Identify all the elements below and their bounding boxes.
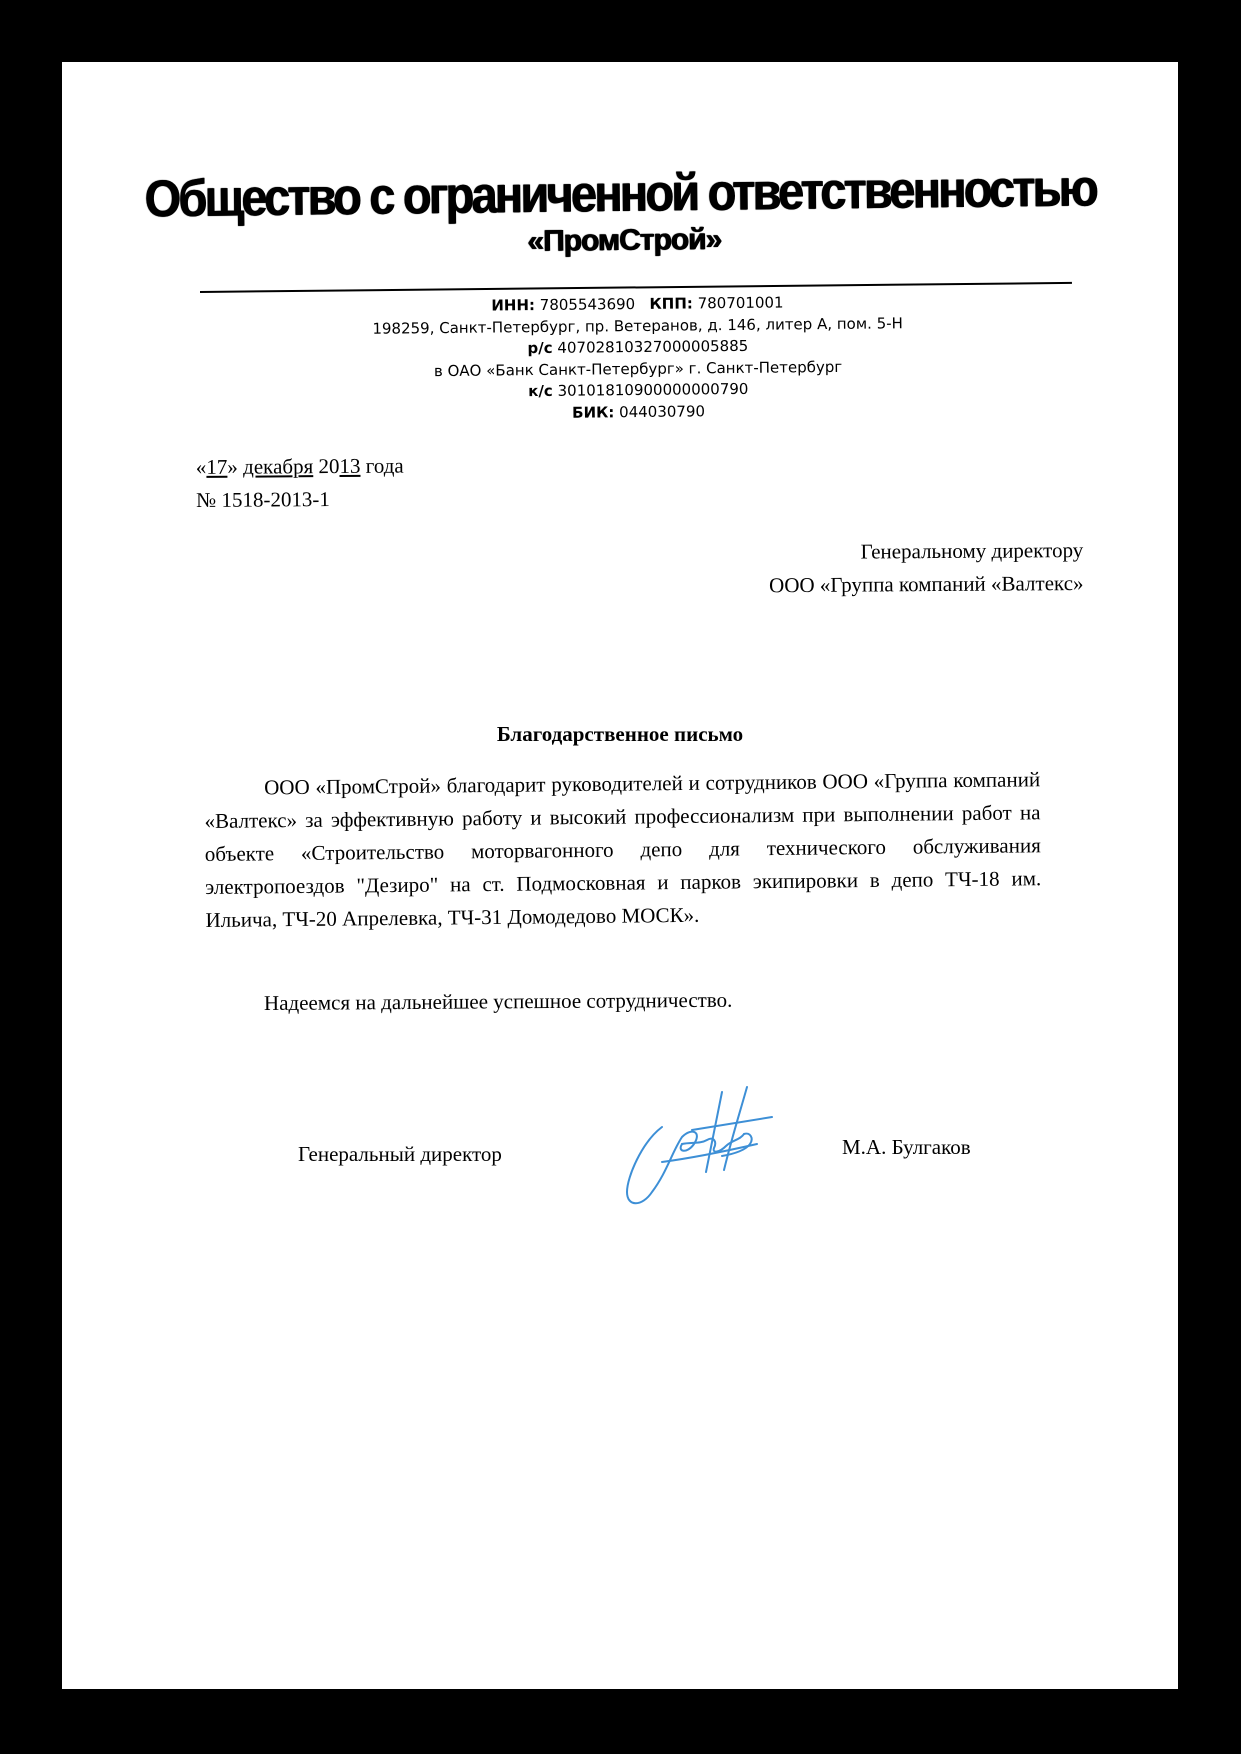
ks-value: 30101810900000000790	[557, 379, 749, 400]
kpp-label: КПП:	[649, 294, 693, 313]
address-line: 198259, Санкт-Петербург, пр. Ветеранов, д. 146, литер А, пом. 5-Н	[372, 313, 903, 338]
kpp-value: 780701001	[697, 293, 784, 313]
rs-label: р/с	[527, 338, 553, 358]
company-requisites	[201, 289, 1074, 427]
company-short-name: «ПромСтрой»	[526, 222, 722, 259]
date-year-prefix: 20	[318, 453, 340, 479]
date-year-word: года	[365, 453, 404, 478]
date-close-quote: »	[227, 454, 238, 479]
inn-value: 7805543690	[539, 295, 636, 315]
rs-value: 40702810327000005885	[557, 336, 749, 357]
letter-title: Благодарственное письмо	[496, 722, 744, 746]
letter-body: ООО «ПромСтрой» благодарит руководителей и сотрудников ООО «Группа компаний «Валтекс» за эффективную работу и высокий профессионализм при выполнении работ на объекте «Строительство моторвагонного депо для технического обслуживания электропоездов "Дезиро" на ст. Подмосковная и парков экипировки в депо ТЧ-18 им. Ильича, ТЧ-20 Апрелевка, ТЧ-31 Домодедово МОСК».	[204, 767, 1042, 932]
inn-label: ИНН:	[491, 296, 536, 315]
date-month: декабря	[243, 454, 314, 479]
letter-page	[62, 62, 1178, 1689]
letter-date-block	[196, 450, 404, 517]
addressee-block	[768, 534, 1083, 602]
bik-label: БИК:	[571, 402, 615, 422]
signatory-name: М.А. Булгаков	[842, 1135, 971, 1159]
company-name-heading: Общество с ограниченной ответственностью	[144, 159, 1096, 229]
date-day: 17	[206, 454, 228, 479]
bank-line: в ОАО «Банк Санкт-Петербург» г. Санкт-Петербург	[433, 357, 843, 380]
date-open-quote: «	[195, 454, 207, 480]
letter-closing: Надеемся на дальнейшее успешное сотрудничество.	[263, 987, 733, 1015]
letter-date	[196, 450, 404, 484]
addressee-company: ООО «Группа компаний «Валтекс»	[768, 570, 1084, 598]
letter-number: № 1518-2013-1	[196, 487, 330, 512]
ks-label: к/с	[528, 381, 553, 401]
addressee-position: Генеральному директору	[860, 538, 1083, 564]
date-year-suffix: 13	[339, 453, 361, 478]
signatory-position: Генеральный директор	[298, 1142, 502, 1166]
bik-value: 044030790	[619, 401, 706, 421]
handwritten-signature	[622, 1082, 792, 1212]
